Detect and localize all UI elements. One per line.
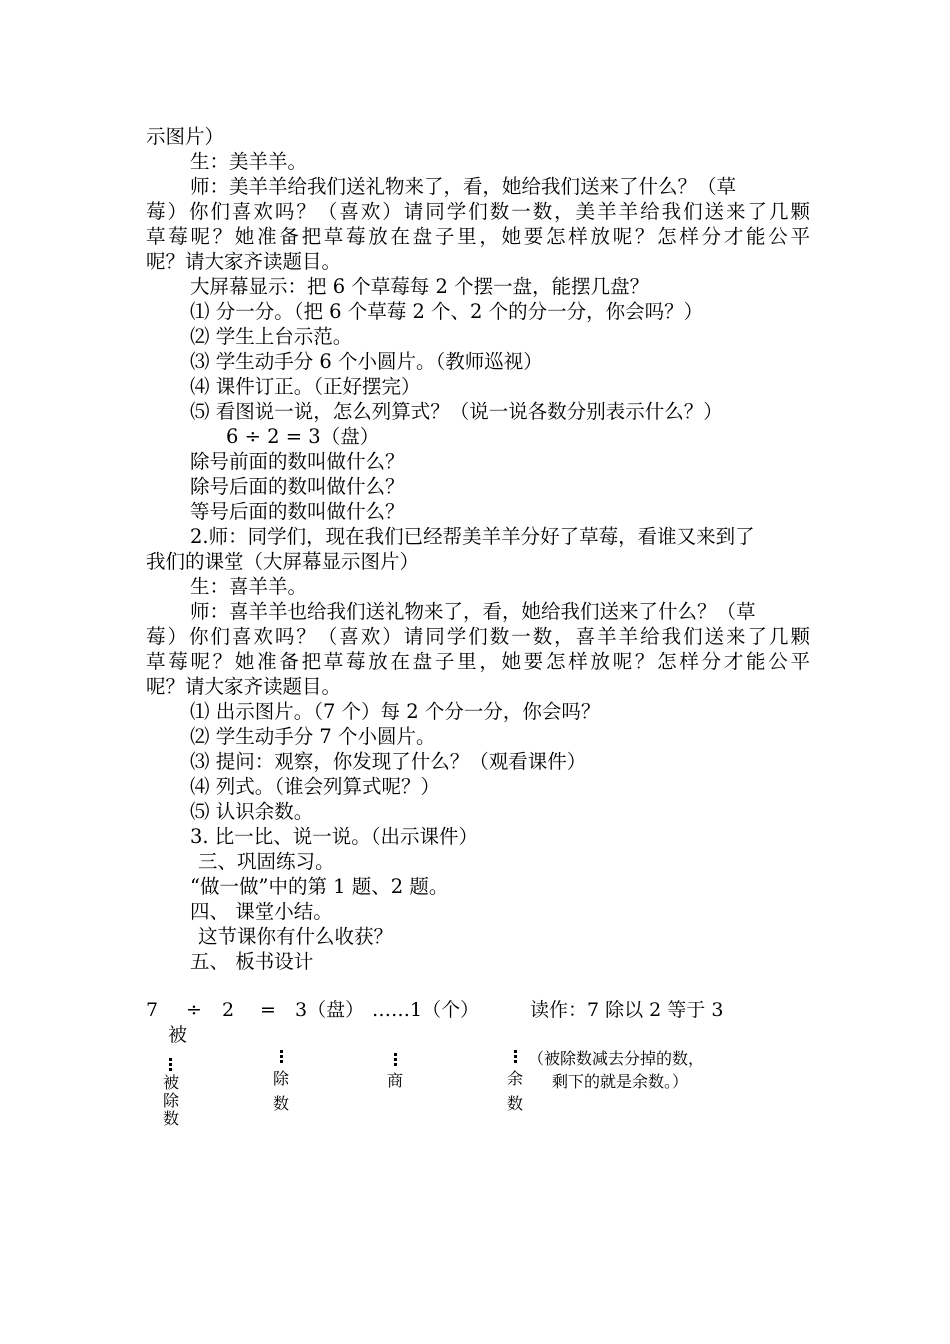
- section-heading: 五、 板书设计: [190, 950, 314, 973]
- text-line: 草莓呢？她准备把草莓放在盘子里，她要怎样放呢？怎样分才能公平: [146, 225, 810, 248]
- label-divisor-1: 除: [273, 1069, 290, 1088]
- label-remainder-1: 余: [507, 1069, 524, 1088]
- text-line: 莓）你们喜欢吗？（喜欢）请同学们数一数，喜羊羊给我们送来了几颗: [146, 625, 810, 648]
- remainder-note-1: （被除数减去分掉的数，: [528, 1049, 705, 1068]
- text-line: 呢？请大家齐读题目。: [146, 250, 342, 273]
- text-line: 师：美羊羊给我们送礼物来了，看，她给我们送来了什么？（草: [190, 175, 737, 198]
- text-line: 草莓呢？她准备把草莓放在盘子里，她要怎样放呢？怎样分才能公平: [146, 650, 810, 673]
- text-line: ⑷ 列式。（谁会列算式呢？）: [190, 775, 440, 798]
- board-division-sign: ÷: [186, 999, 202, 1021]
- section-heading: 三、巩固练习。: [198, 850, 335, 873]
- dotted-leader: [514, 1050, 518, 1065]
- text-line: 生：美羊羊。: [190, 150, 308, 173]
- text-line: 生：喜羊羊。: [190, 575, 308, 598]
- text-line: ⑶ 学生动手分 6 个小圆片。（教师巡视）: [190, 350, 543, 373]
- text-line: 呢？请大家齐读题目。: [146, 675, 342, 698]
- label-divisor-2: 数: [273, 1094, 290, 1113]
- text-line: ⑴ 分一分。（把 6 个草莓 2 个、2 个的分一分，你会吗？）: [190, 300, 704, 323]
- text-line: 2.师：同学们，现在我们已经帮美羊羊分好了草莓，看谁又来到了: [190, 525, 755, 548]
- text-line: “做一做”中的第 1 题、2 题。: [190, 875, 449, 898]
- dotted-leader: [169, 1058, 173, 1073]
- text-line: 3. 比一比、说一说。（出示课件）: [190, 825, 479, 848]
- board-equals-sign: =: [260, 999, 276, 1021]
- board-remainder: ……1（个）: [372, 999, 480, 1021]
- text-line: 我们的课堂（大屏幕显示图片）: [146, 550, 420, 573]
- dotted-leader: [394, 1053, 398, 1068]
- text-line: 大屏幕显示：把 6 个草莓每 2 个摆一盘，能摆几盘？: [190, 275, 650, 298]
- board-reading: 读作：7 除以 2 等于 3: [530, 999, 724, 1021]
- remainder-note-2: 剩下的就是余数。）: [552, 1072, 689, 1091]
- text-line: 师：喜羊羊也给我们送礼物来了，看，她给我们送来了什么？（草: [190, 600, 756, 623]
- text-line: ⑸ 看图说一说，怎么列算式？（说一说各数分别表示什么？）: [190, 400, 723, 423]
- text-line: 等号后面的数叫做什么？: [190, 500, 405, 523]
- dotted-leader: [280, 1050, 284, 1065]
- board-dividend: 7: [146, 999, 159, 1021]
- text-line: 除号后面的数叫做什么？: [190, 475, 405, 498]
- text-line: ⑶ 提问：观察，你发现了什么？（观看课件）: [190, 750, 587, 773]
- text-line: 这节课你有什么收获？: [198, 925, 394, 948]
- text-line: 除号前面的数叫做什么？: [190, 450, 405, 473]
- text-line: ⑵ 学生上台示范。: [190, 325, 353, 348]
- text-line: ⑷ 课件订正。（正好摆完）: [190, 375, 421, 398]
- label-dividend: 被 除 数: [162, 1073, 179, 1128]
- board-quotient: 3（盘）: [295, 999, 365, 1021]
- text-line: 示图片）: [146, 125, 225, 148]
- equation-line: 6 ÷ 2 = 3（盘）: [226, 425, 380, 448]
- label-remainder-2: 数: [507, 1094, 524, 1113]
- text-line: ⑸ 认识余数。: [190, 800, 314, 823]
- label-quotient: 商: [387, 1071, 404, 1090]
- text-line: ⑵ 学生动手分 7 个小圆片。: [190, 725, 436, 748]
- text-line: ⑴ 出示图片。（7 个）每 2 个分一分，你会吗？: [190, 700, 601, 723]
- text-line: 莓）你们喜欢吗？（喜欢）请同学们数一数，美羊羊给我们送来了几颗: [146, 200, 810, 223]
- section-heading: 四、 课堂小结。: [190, 900, 333, 923]
- board-label-bei: 被: [168, 1024, 188, 1046]
- board-divisor: 2: [222, 999, 235, 1021]
